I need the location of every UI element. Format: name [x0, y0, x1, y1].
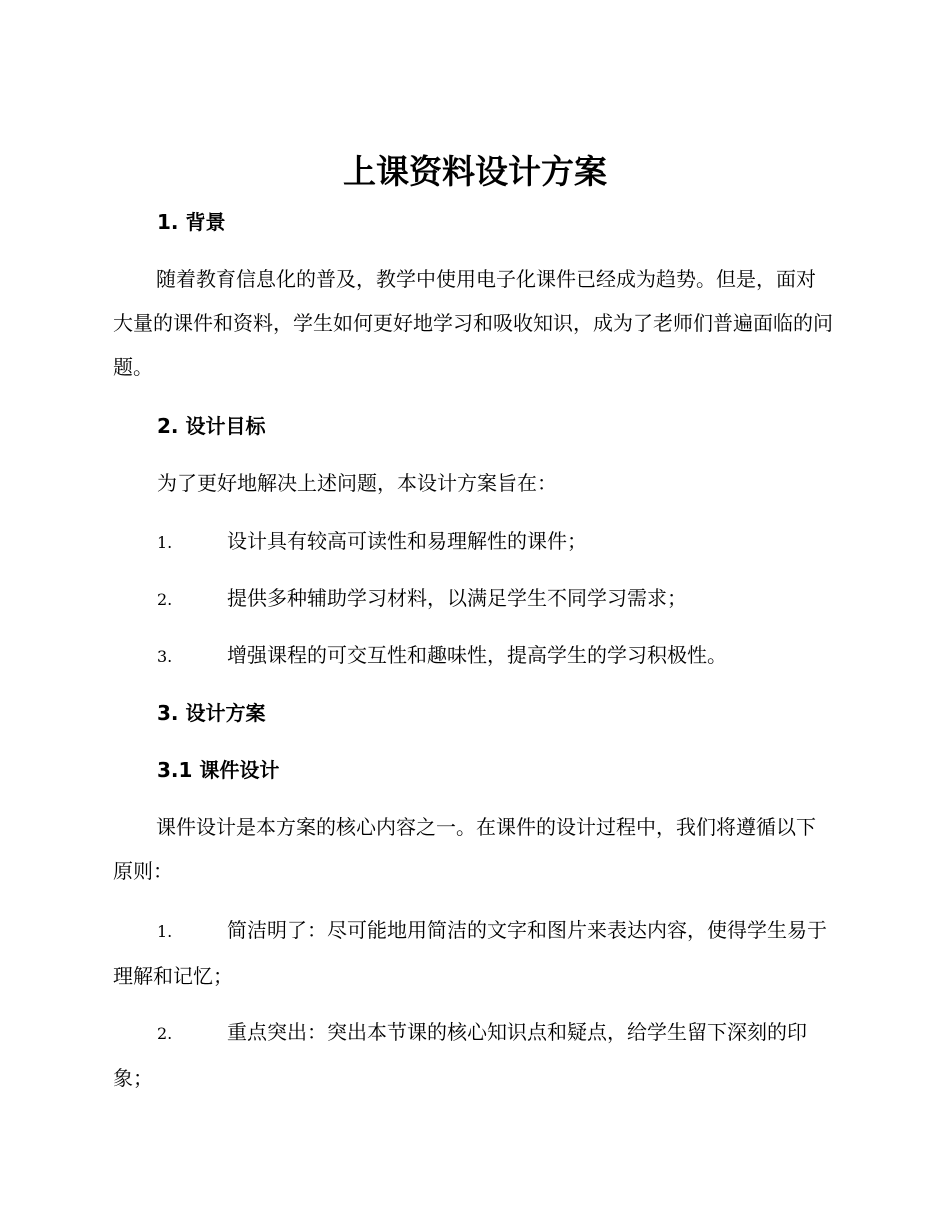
section-heading-goals: 2. 设计目标	[157, 414, 266, 438]
list-item-number: 1.	[157, 533, 173, 552]
courseware-paragraph: 课件设计是本方案的核心内容之一。在课件的设计过程中，我们将遵循以下原则：	[113, 815, 816, 883]
list-item	[113, 576, 833, 622]
background-paragraph: 随着教育信息化的普及，教学中使用电子化课件已经成为趋势。但是，面对大量的课件和资料，学生如何更好地学习和吸收知识，成为了老师们普遍面临的问题。	[113, 267, 833, 379]
list-item	[113, 908, 833, 998]
list-item	[113, 1010, 833, 1100]
list-item-number: 1.	[157, 922, 173, 941]
list-item-number: 2.	[157, 590, 173, 609]
list-item	[113, 633, 833, 679]
list-item-number: 3.	[157, 647, 173, 666]
list-item-number: 2.	[157, 1024, 173, 1043]
list-item-text: 简洁明了：尽可能地用简洁的文字和图片来表达内容，使得学生易于理解和记忆；	[113, 918, 827, 988]
list-item-text: 设计具有较高可读性和易理解性的课件；	[227, 529, 587, 553]
subsection-heading-courseware: 3.1 课件设计	[157, 758, 280, 782]
list-item-text: 提供多种辅助学习材料，以满足学生不同学习需求；	[227, 586, 687, 610]
section-heading-plan: 3. 设计方案	[157, 701, 266, 725]
document-title: 上课资料设计方案	[343, 152, 607, 191]
list-item	[113, 519, 833, 565]
list-item-text: 增强课程的可交互性和趣味性，提高学生的学习积极性。	[227, 643, 727, 667]
list-item-text: 重点突出：突出本节课的核心知识点和疑点，给学生留下深刻的印象；	[113, 1020, 807, 1090]
section-heading-background: 1. 背景	[157, 210, 226, 234]
goals-intro: 为了更好地解决上述问题，本设计方案旨在：	[157, 471, 557, 495]
